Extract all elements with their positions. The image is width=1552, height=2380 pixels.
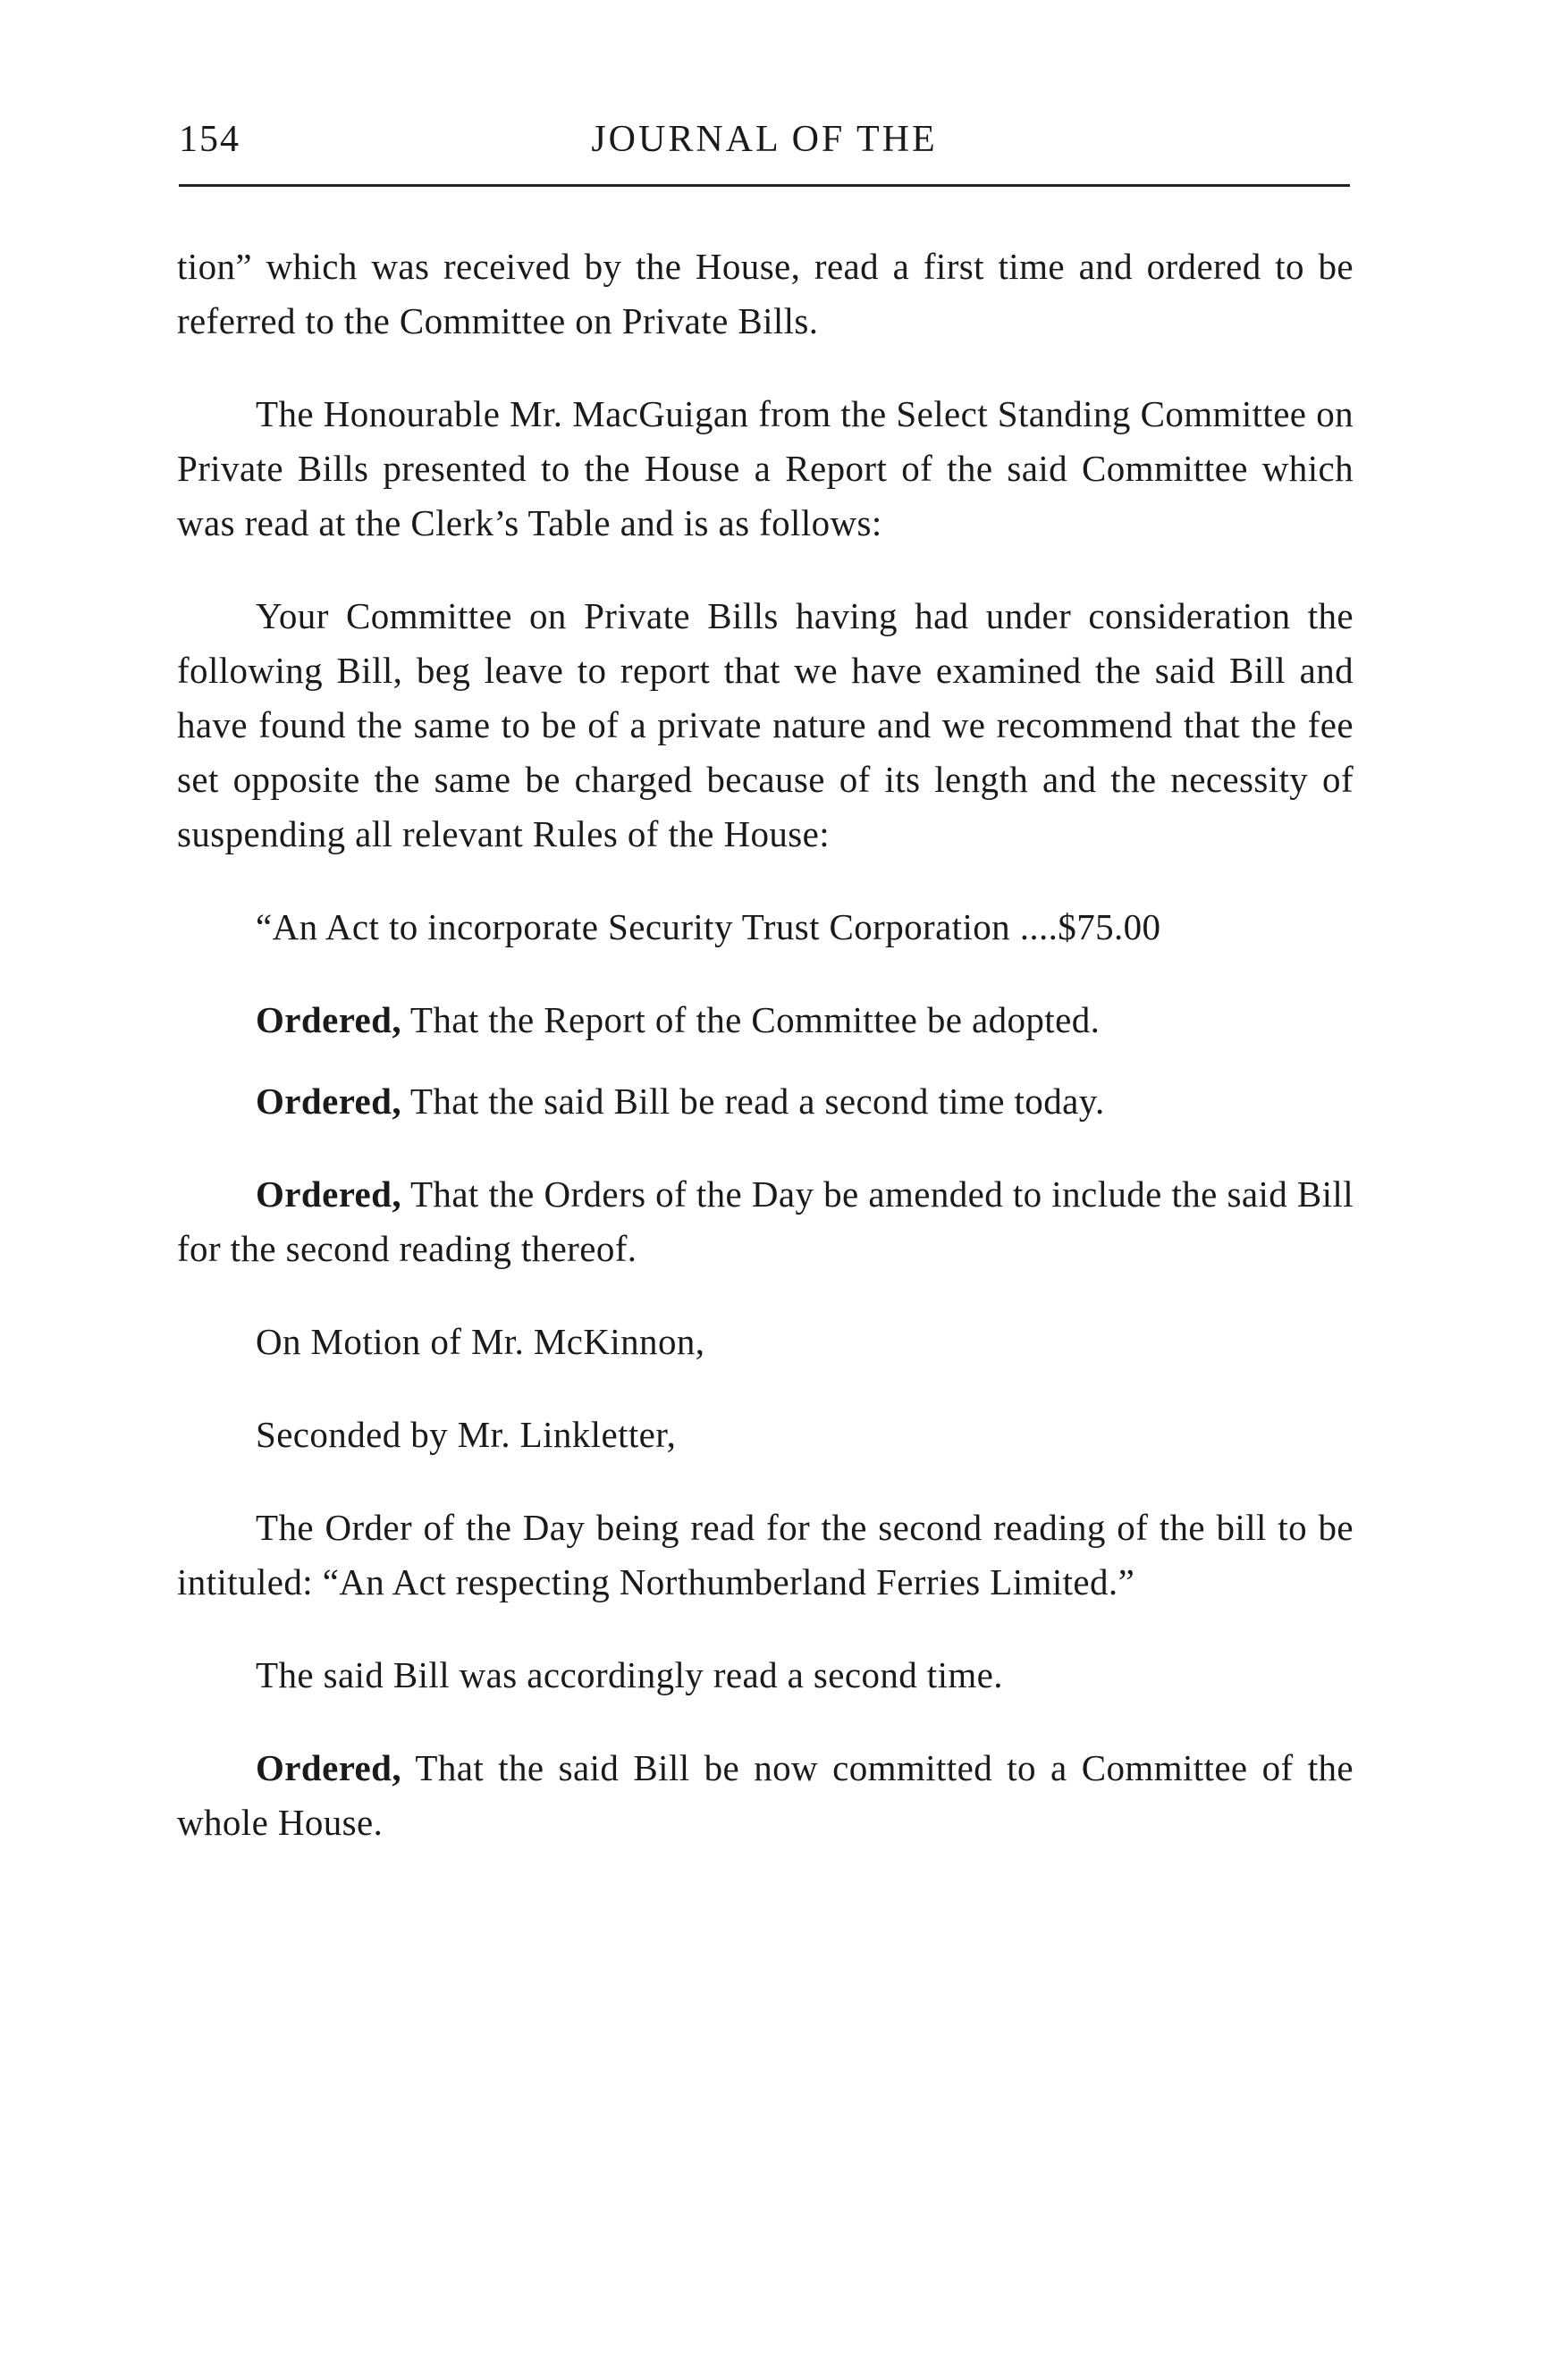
paragraph-order-of-day: The Order of the Day being read for the second reading of the bill to be intituled: “An Act respecting Northumberland Ferries Limited.” xyxy=(177,1507,1354,1602)
ordered-label: Ordered, xyxy=(256,1081,401,1122)
paragraph-bill-read: The said Bill was accordingly read a second time. xyxy=(256,1654,1003,1695)
paragraph-continuation: tion” which was received by the House, read a first time and ordered to be referred to the Committee on Private Bills. xyxy=(177,246,1354,341)
header-rule xyxy=(179,184,1350,187)
order-text: That the said Bill be read a second time today. xyxy=(401,1081,1105,1122)
page-number: 154 xyxy=(179,119,240,160)
order-text: That the Orders of the Day be amended to include the said Bill for the second reading thereof. xyxy=(177,1173,1354,1269)
paragraph-report-presented: The Honourable Mr. MacGuigan from the Select Standing Committee on Private Bills presented to the House a Report of the said Committee which was read at the Clerk’s Table and is as follows: xyxy=(177,393,1354,543)
ordered-label: Ordered, xyxy=(256,1747,401,1788)
paragraph-committee-report: Your Committee on Private Bills having had under consideration the following Bill, beg leave to report that we have examined the said Bill and have found the same to be of a private nature and we recommend that the fee set opposite the same be charged because of its length and the necessity of suspending all relevant Rules of the House: xyxy=(177,595,1354,854)
page-header xyxy=(179,118,1350,172)
order-amend-orders-of-day xyxy=(177,1167,1354,1276)
bill-fee-line: “An Act to incorporate Security Trust Corporation ....$75.00 xyxy=(256,906,1161,947)
motion-seconder: Seconded by Mr. Linkletter, xyxy=(256,1414,677,1455)
running-head: JOURNAL OF THE xyxy=(591,119,938,160)
order-text: That the said Bill be now committed to a Committee of the whole House. xyxy=(177,1747,1354,1843)
ordered-label: Ordered, xyxy=(256,1173,401,1215)
order-committed xyxy=(177,1741,1354,1850)
order-text: That the Report of the Committee be adopted. xyxy=(401,999,1101,1040)
order-second-reading-today xyxy=(177,1074,1354,1129)
ordered-label: Ordered, xyxy=(256,999,401,1040)
journal-body xyxy=(177,240,1354,1850)
order-report-adopted xyxy=(177,993,1354,1047)
motion-mover: On Motion of Mr. McKinnon, xyxy=(256,1321,705,1362)
